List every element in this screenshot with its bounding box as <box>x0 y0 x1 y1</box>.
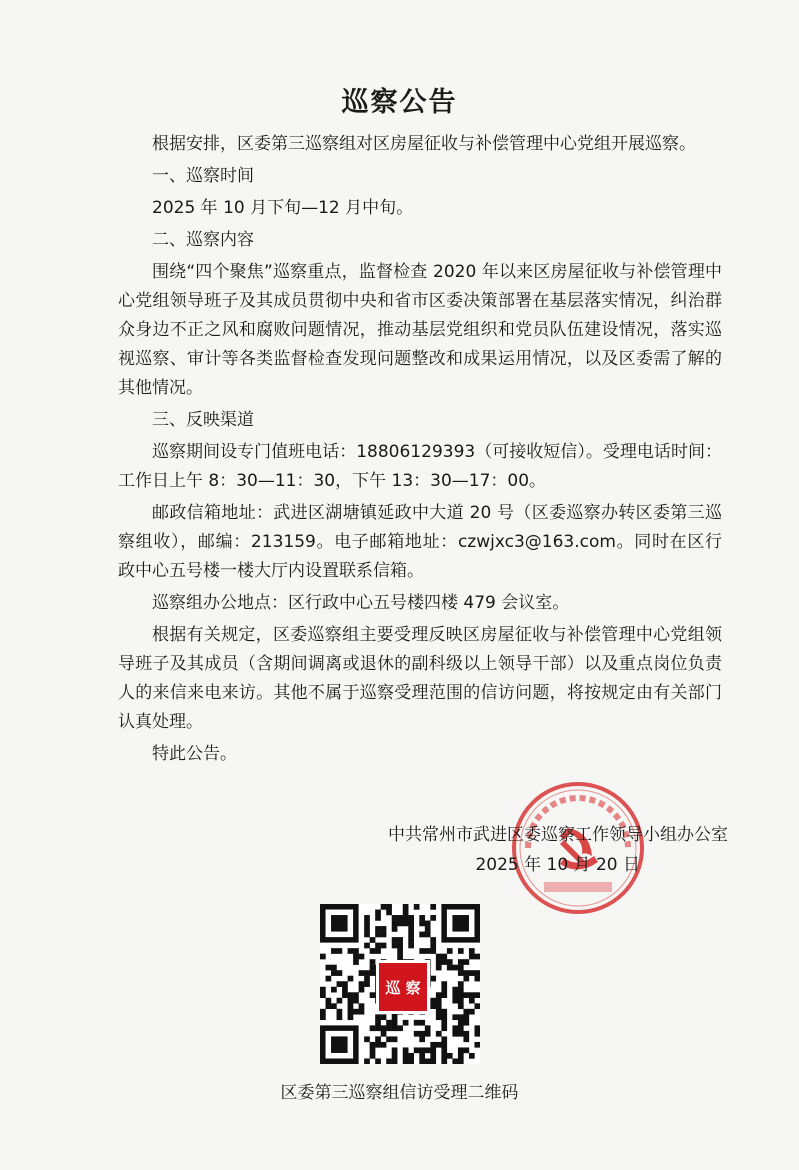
paragraph-intro: 根据安排，区委第三巡察组对区房屋征收与补偿管理中心党组开展巡察。 <box>152 134 696 154</box>
section-heading-content: 二、巡察内容 <box>152 230 254 250</box>
signature-date: 2025 年 10 月 20 日 <box>475 855 640 875</box>
paragraph-rules: 根据有关规定，区委巡察组主要受理反映区房屋征收与补偿管理中心党组领导班子及其成员（含期间调离或退休的副科级以上领导干部）以及重点岗位负责人的来信来电来访。其他不属于巡察受理范围的信访问题，将按规定由有关部门认真处理。 <box>118 625 722 732</box>
section-heading-time: 一、巡察时间 <box>152 166 254 186</box>
paragraph-closing: 特此公告。 <box>152 744 237 764</box>
document-body <box>118 130 722 772</box>
section-heading-channels: 三、反映渠道 <box>152 410 254 430</box>
signature-block <box>340 820 740 880</box>
paragraph-content: 围绕“四个聚焦”巡察重点，监督检查 2020 年以来区房屋征收与补偿管理中心党组领导班子及其成员贯彻中央和省市区委决策部署在基层落实情况，纠治群众身边不正之风和腐败问题情况，推动基层党组织和党员队伍建设情况，落实巡视巡察、审计等各类监督检查发现问题整改和成果运用情况，以及区委需了解的其他情况。 <box>118 262 722 398</box>
paragraph-phone: 巡察期间设专门值班电话：18806129393（可接收短信）。受理电话时间：工作日上午 8：30—11：30，下午 13：30—17：00。 <box>118 442 722 491</box>
paragraph-office: 巡察组办公地点：区行政中心五号楼四楼 479 会议室。 <box>152 593 570 613</box>
paragraph-mail: 邮政信箱地址：武进区湖塘镇延政中大道 20 号（区委巡察办转区委第三巡察组收），邮编：213159。电子邮箱地址：czwjxc3@163.com。同时在区行政中心五号楼一楼大厅内设置联系信箱。 <box>118 503 722 581</box>
signature-organization: 中共常州市武进区委巡察工作领导小组办公室 <box>388 825 728 845</box>
qr-caption: 区委第三巡察组信访受理二维码 <box>280 1083 519 1103</box>
paragraph-time: 2025 年 10 月下旬—12 月中旬。 <box>152 198 414 218</box>
document-title: 巡察公告 <box>341 87 458 118</box>
qr-center-badge: 巡 察 <box>376 960 430 1014</box>
qr-code[interactable] <box>320 904 480 1064</box>
